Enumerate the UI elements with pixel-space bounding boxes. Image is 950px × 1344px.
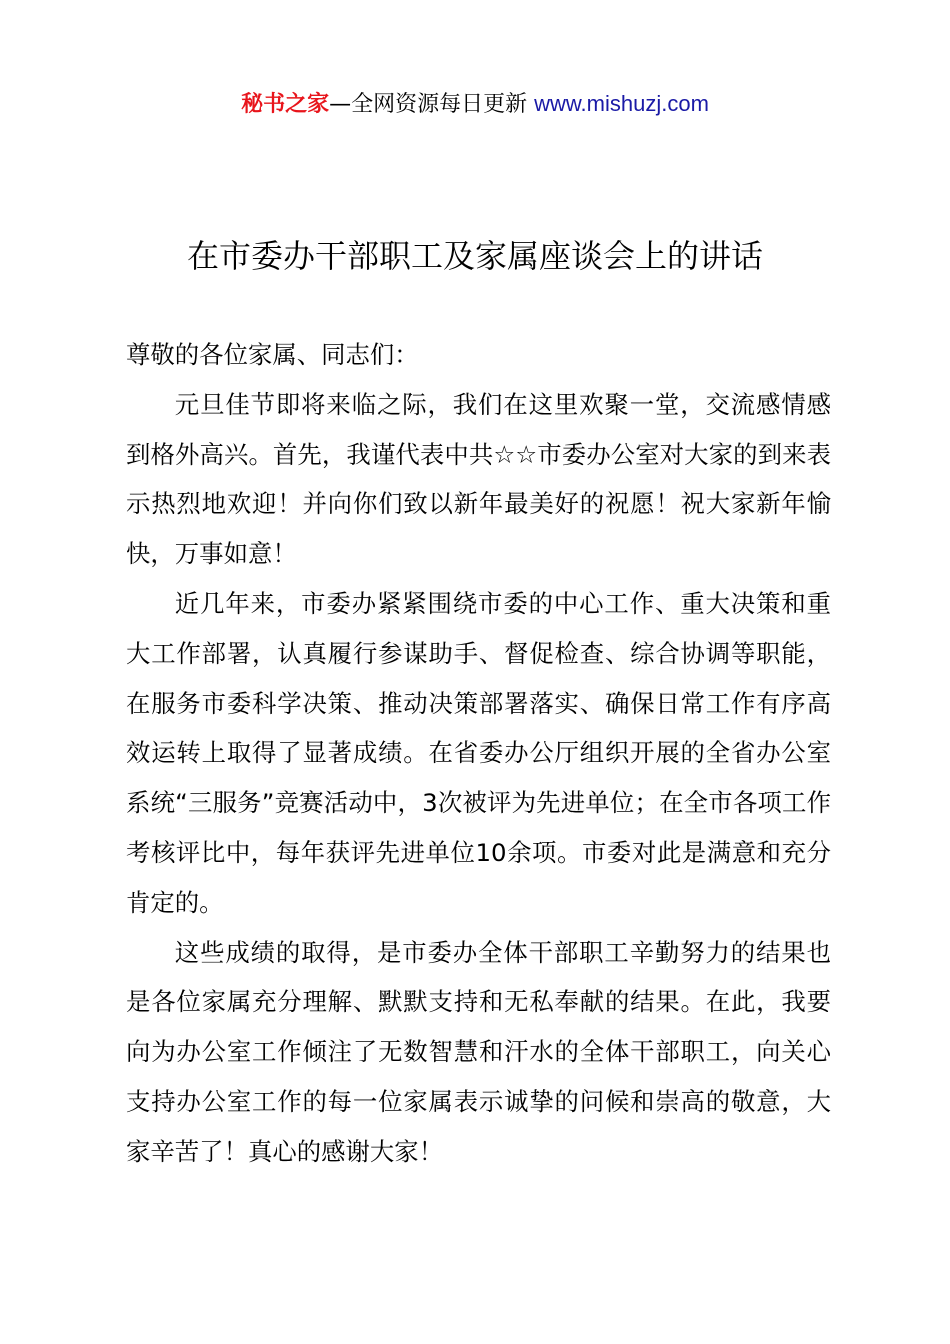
site-url-link[interactable]: www.mishuzj.com [534, 91, 709, 116]
salutation: 尊敬的各位家属、同志们： [126, 340, 419, 369]
paragraph: 近几年来，市委办紧紧围绕市委的中心工作、重大决策和重大工作部署，认真履行参谋助手、督促检查、综合协调等职能，在服务市委科学决策、推动决策部署落实、确保日常工作有序高效运转上取得了显著成绩。在省委办公厅组织开展的全省办公室系统“三服务”竞赛活动中，3次被评为先进单位；在全市各项工作考核评比中，每年获评先进单位10余项。市委对此是满意和充分肯定的。 [126, 588, 831, 917]
paragraph: 这些成绩的取得，是市委办全体干部职工辛勤努力的结果也是各位家属充分理解、默默支持和无私奉献的结果。在此，我要向为办公室工作倾注了无数智慧和汗水的全体干部职工，向关心支持办公室工作的每一位家属表示诚挚的问候和崇高的敬意，大家辛苦了！真心的感谢大家！ [126, 937, 831, 1166]
document-title: 在市委办干部职工及家属座谈会上的讲话 [186, 237, 763, 275]
document-body [126, 330, 831, 1177]
paragraph: 元旦佳节即将来临之际，我们在这里欢聚一堂，交流感情感到格外高兴。首先，我谨代表中共☆☆市委办公室对大家的到来表示热烈地欢迎！并向你们致以新年最美好的祝愿！祝大家新年愉快，万事如意！ [126, 389, 831, 569]
site-header [0, 88, 950, 121]
header-tagline: —全网资源每日更新 [329, 92, 528, 117]
brand-name: 秘书之家 [241, 92, 330, 117]
